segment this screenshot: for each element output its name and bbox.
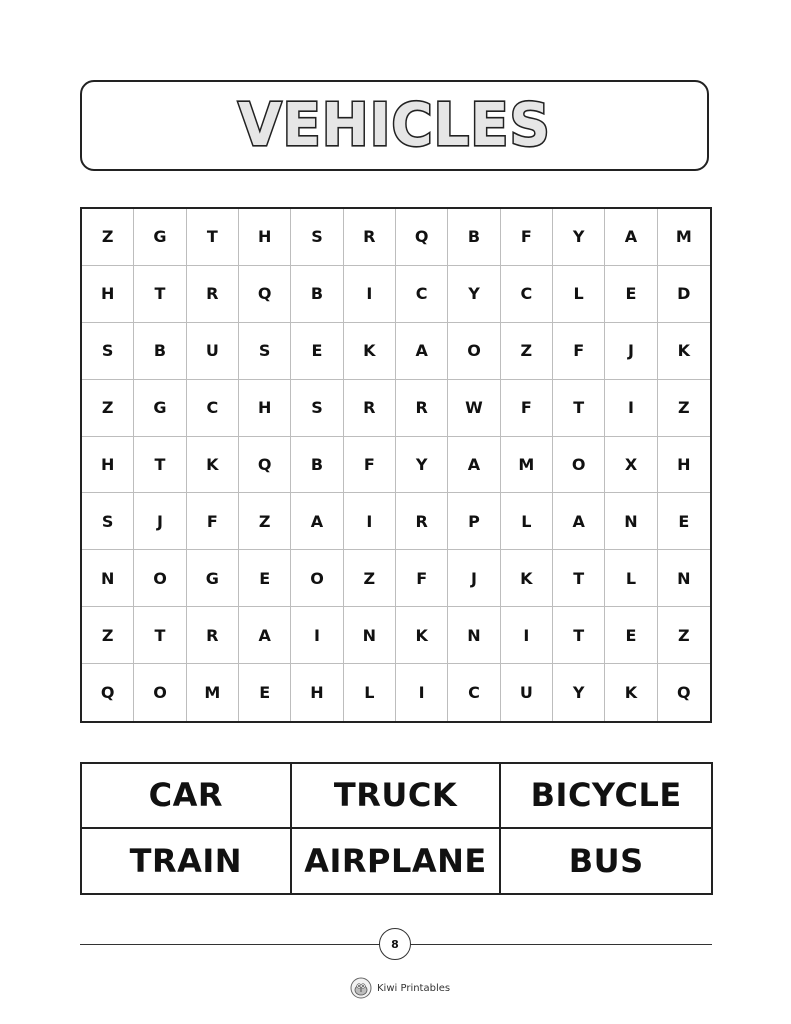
grid-cell: Z [344,550,396,607]
grid-cell: K [501,550,553,607]
grid-cell: Z [82,380,134,437]
grid-cell: O [553,437,605,494]
grid-cell: K [605,664,657,721]
grid-cell: R [187,607,239,664]
grid-cell: C [187,380,239,437]
grid-cell: K [187,437,239,494]
grid-cell: Z [501,323,553,380]
grid-cell: Z [239,493,291,550]
grid-cell: Y [396,437,448,494]
grid-cell: R [344,380,396,437]
grid-cell: A [605,209,657,266]
grid-cell: T [553,607,605,664]
grid-cell: Q [396,209,448,266]
grid-cell: E [239,550,291,607]
grid-cell: A [553,493,605,550]
grid-cell: Q [239,437,291,494]
grid-cell: G [187,550,239,607]
grid-cell: B [291,437,343,494]
word-list [80,762,713,895]
grid-cell: Q [677,683,691,703]
grid-cell: H [239,209,291,266]
grid-cell: F [396,550,448,607]
page-title: VEHICLES [238,91,551,160]
grid-cell: L [605,550,657,607]
grid-cell: F [344,437,396,494]
grid-cell: S [291,380,343,437]
grid-cell: Z [658,380,710,437]
grid-cell: K [344,323,396,380]
grid-cell: R [344,209,396,266]
grid-cell: Z [658,607,710,664]
grid-cell: N [658,550,710,607]
grid-cell: A [448,437,500,494]
grid-cell: T [134,437,186,494]
grid-cell: E [658,493,710,550]
grid-cell: X [605,437,657,494]
grid-cell: R [187,266,239,323]
grid-cell: Y [448,266,500,323]
kiwi-bird-icon [350,977,372,999]
grid-cell: L [344,664,396,721]
word-list-item: TRUCK [292,764,502,829]
grid-cell: Z [82,607,134,664]
grid-cell: U [501,664,553,721]
word-list-item: AIRPLANE [292,829,502,894]
grid-cell: K [658,323,710,380]
grid-cell: E [291,323,343,380]
grid-cell: S [82,323,134,380]
grid-cell: P [448,493,500,550]
grid-cell: G [134,380,186,437]
grid-cell: N [344,607,396,664]
grid-cell: O [291,550,343,607]
grid-cell: I [605,380,657,437]
grid-cell: I [396,664,448,721]
grid-cell: E [239,664,291,721]
grid-cell: A [291,493,343,550]
grid-cell: T [134,607,186,664]
grid-cell: R [396,380,448,437]
grid-cell: Q [82,664,134,721]
grid-cell: C [448,664,500,721]
grid-cell: H [239,380,291,437]
grid-cell: Y [553,664,605,721]
brand-name: Kiwi Printables [377,982,451,994]
grid-cell: Y [553,209,605,266]
grid-cell: J [605,323,657,380]
grid-cell: I [344,493,396,550]
grid-cell: F [501,380,553,437]
grid-cell: N [605,493,657,550]
grid-cell: T [553,380,605,437]
grid-cell: H [291,664,343,721]
grid-cell: H [658,437,710,494]
grid-cell: O [134,550,186,607]
grid-cell: I [291,607,343,664]
grid-cell: T [553,550,605,607]
grid-cell: M [501,437,553,494]
word-list-item: BICYCLE [501,764,711,829]
grid-cell: U [187,323,239,380]
grid-cell: H [82,437,134,494]
grid-cell: E [605,607,657,664]
grid-cell: I [344,266,396,323]
grid-cell: S [239,323,291,380]
grid-cell: I [501,607,553,664]
grid-cell: M [187,664,239,721]
grid-cell: J [134,493,186,550]
grid-cell: S [291,209,343,266]
grid-cell: L [553,266,605,323]
brand [350,977,450,999]
grid-cell: C [396,266,448,323]
word-list-item: TRAIN [82,829,292,894]
grid-cell: H [82,266,134,323]
grid-cell: F [187,493,239,550]
word-list-item: BUS [568,841,644,880]
grid-cell: T [134,266,186,323]
word-list-item: CAR [82,764,292,829]
grid-cell: O [134,664,186,721]
grid-cell: B [134,323,186,380]
grid-cell: T [187,209,239,266]
grid-cell: B [291,266,343,323]
grid-cell: N [82,550,134,607]
grid-cell: B [448,209,500,266]
grid-cell: D [658,266,710,323]
grid-cell: Z [82,209,134,266]
grid-cell: W [448,380,500,437]
grid-cell: F [501,209,553,266]
grid-cell: A [396,323,448,380]
grid-cell: G [134,209,186,266]
grid-cell: O [448,323,500,380]
grid-cell: K [396,607,448,664]
grid-cell: A [239,607,291,664]
grid-cell: Q [239,266,291,323]
page-number: 8 [379,928,411,960]
grid-cell: N [448,607,500,664]
grid-cell: F [553,323,605,380]
grid-cell: E [605,266,657,323]
grid-cell: J [448,550,500,607]
grid-cell: C [501,266,553,323]
grid-cell: R [396,493,448,550]
title-box [80,80,709,171]
grid-cell: S [82,493,134,550]
grid-cell: M [658,209,710,266]
grid-cell: L [501,493,553,550]
word-search-grid [80,207,712,723]
